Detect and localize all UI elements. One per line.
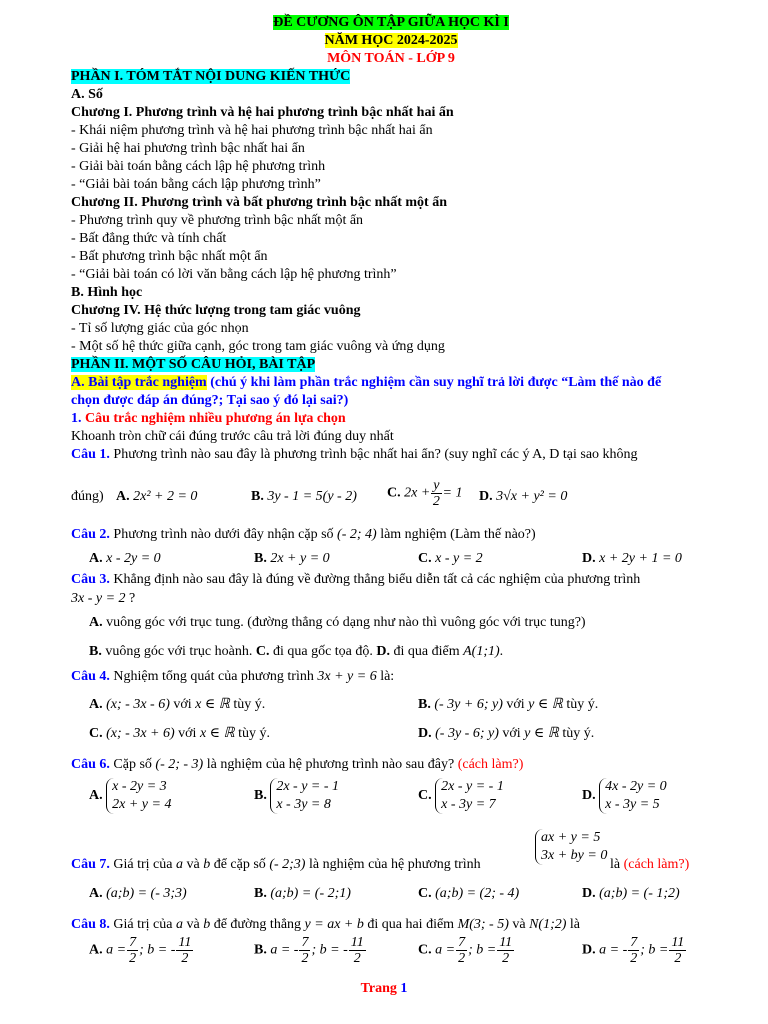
option-c: C. (x; - 3x + 6) với x ∈ ℝ tùy ý.: [89, 726, 271, 741]
equation-system: 4x - 2y = 0 x - 3y = 5: [599, 778, 667, 814]
option-d: D. 4x - 2y = 0 x - 3y = 5: [582, 779, 667, 812]
option-b-c-d: B. vuông góc với trục hoành. C. đi qua gốc tọa độ. D. đi qua điểm A(1;1).: [89, 644, 504, 659]
question-text: Phương trình nào sau đây là phương trình bậc nhất hai ẩn? (suy nghĩ các ý A, D tại sao không: [109, 447, 638, 462]
option-b: B. (- 3y + 6; y) với y ∈ ℝ tùy ý.: [418, 697, 599, 712]
chapter2-item: - “Giải bài toán có lời văn bằng cách lập hệ phương trình”: [71, 267, 397, 282]
option-c: C. 2x + $\frac{y}{2}$ = 1: [387, 478, 463, 509]
chapter2-title: Chương II. Phương trình và bất phương trình bậc nhất một ẩn: [71, 195, 447, 210]
part1-heading-line: [71, 68, 350, 86]
option-a: A. 2x² + 2 = 0: [116, 489, 198, 504]
doc-subject: MÔN TOÁN - LỚP 9: [327, 51, 455, 66]
chapter1-item: - Giải hệ hai phương trình bậc nhất hai ẩn: [71, 141, 305, 156]
hint: (cách làm?): [623, 857, 690, 872]
doc-year: NĂM HỌC 2024-2025: [324, 33, 458, 48]
fraction: $\frac{7}{2}$: [301, 935, 309, 966]
part2-a-label: A. Bài tập trắc nghiệm: [71, 375, 207, 390]
option-b: B. (a;b) = (- 2;1): [254, 886, 351, 901]
question-label: Câu 6.: [71, 757, 110, 772]
question-6: Câu 6. Cặp số (- 2; - 3) là nghiệm của hệ phương trình nào sau đây? (cách làm?): [71, 757, 524, 772]
chapter1-item: - “Giải bài toán bằng cách lập phương trình”: [71, 177, 321, 192]
option-a: A. x - 2y = 0: [89, 551, 161, 566]
question-7-tail: là (cách làm?): [610, 857, 690, 872]
chapter1-item: - Khái niệm phương trình và hệ hai phương trình bậc nhất hai ẩn: [71, 123, 433, 138]
option-d: D. (- 3y - 6; y) với y ∈ ℝ tùy ý.: [418, 726, 595, 741]
footer-prefix: Trang: [360, 981, 401, 996]
option-d: D. 3√x + y² = 0: [479, 489, 568, 504]
option-b: B. a = - $\frac{7}{2}$ ; b = - $\frac{11}{2}$: [254, 935, 364, 966]
option-a-expr: 2x² + 2 = 0: [133, 489, 198, 504]
chapter4-item: - Một số hệ thức giữa cạnh, góc trong tam giác vuông và ứng dụng: [71, 339, 445, 354]
doc-title: ĐỀ CƯƠNG ÔN TẬP GIỮA HỌC KÌ I: [273, 15, 509, 30]
chapter2-item: - Bất phương trình bậc nhất một ẩn: [71, 249, 268, 264]
fraction: $\frac{7}{2}$: [458, 935, 466, 966]
chapter1-item: - Giải bài toán bằng cách lập hệ phương trình: [71, 159, 326, 174]
section1-text: Câu trắc nghiệm nhiều phương án lựa chọn: [81, 411, 346, 426]
part2-a-note-cont: chọn được đáp án đúng?; Tại sao ý đó lại sai?): [71, 393, 349, 408]
fraction: $\frac{11}{2}$: [350, 935, 364, 966]
question-label: Câu 7.: [71, 857, 110, 872]
part1-a-label: A. Số: [71, 87, 103, 102]
question-3: Câu 3. Khẳng định nào sau đây là đúng về đường thẳng biểu diễn tất cả các nghiệm của phương trình: [71, 572, 641, 587]
equation-system: 2x - y = - 1 x - 3y = 7: [435, 778, 504, 814]
fraction: $\frac{7}{2}$: [630, 935, 638, 966]
option-d: D. x + 2y + 1 = 0: [582, 551, 682, 566]
question-2: Câu 2. Phương trình nào dưới đây nhận cặp số (- 2; 4) làm nghiệm (Làm thế nào?): [71, 527, 536, 542]
equation-system: x - 2y = 3 2x + y = 4: [106, 778, 171, 814]
question-label: Câu 1.: [71, 447, 110, 462]
question-label: Câu 3.: [71, 572, 110, 587]
question-7-system: [535, 829, 607, 865]
chapter4-title: Chương IV. Hệ thức lượng trong tam giác vuông: [71, 303, 361, 318]
fraction: $\frac{11}{2}$: [671, 935, 685, 966]
chapter4-item: - Tỉ số lượng giác của góc nhọn: [71, 321, 249, 336]
option-c: C. 2x - y = - 1 x - 3y = 7: [418, 779, 504, 812]
chapter1-title: Chương I. Phương trình và hệ hai phương trình bậc nhất hai ẩn: [71, 105, 454, 120]
question-label: Câu 4.: [71, 669, 110, 684]
option-b: B. 3y - 1 = 5(y - 2): [251, 489, 357, 504]
question-7: Câu 7. Giá trị của a và b để cặp số (- 2;3) là nghiệm của hệ phương trình: [71, 857, 481, 872]
instruction: Khoanh tròn chữ cái đúng trước câu trả lời đúng duy nhất: [71, 429, 394, 444]
option-c: C. (a;b) = (2; - 4): [418, 886, 520, 901]
part2-a-note: (chú ý khi làm phần trắc nghiệm cần suy nghĩ trả lời được “Làm thế nào để: [206, 375, 662, 390]
option-d: D. a = - $\frac{7}{2}$ ; b = $\frac{11}{2}$: [582, 935, 685, 966]
option-b-expr: 3y - 1 = 5(y - 2): [267, 489, 357, 504]
question-4: Câu 4. Nghiệm tổng quát của phương trình 3x + y = 6 là:: [71, 669, 395, 684]
part1-heading: PHẦN I. TÓM TẮT NỘI DUNG KIẾN THỨC: [71, 69, 351, 84]
option-a: A. (x; - 3x - 6) với x ∈ ℝ tùy ý.: [89, 697, 266, 712]
section1-title: [71, 410, 346, 428]
question-label: Câu 2.: [71, 527, 110, 542]
part1-b-label: B. Hình học: [71, 285, 143, 300]
doc-year-line: [71, 32, 711, 50]
equation-system: ax + y = 5 3x + by = 0: [535, 829, 607, 865]
option-b: B. 2x - y = - 1 x - 3y = 8: [254, 779, 340, 812]
question-1: [71, 446, 638, 464]
option-c: C. x - y = 2: [418, 551, 483, 566]
option-a: A. a = $\frac{7}{2}$ ; b = - $\frac{11}{2}$: [89, 935, 192, 966]
fraction: $\frac{11}{2}$: [178, 935, 192, 966]
option-c: C. a = $\frac{7}{2}$ ; b = $\frac{11}{2}$: [418, 935, 513, 966]
page-footer: [0, 981, 768, 997]
chapter2-item: - Bất đẳng thức và tính chất: [71, 231, 227, 246]
question-8: Câu 8. Giá trị của a và b để đường thẳng y = ax + b đi qua hai điểm M(3; - 5) và N(1;2) là: [71, 917, 581, 932]
option-a: A. x - 2y = 3 2x + y = 4: [89, 779, 172, 812]
option-d-expr: 3√x + y² = 0: [496, 489, 568, 504]
fraction: $\frac{y}{2}$: [432, 478, 440, 509]
doc-title-line: [71, 14, 711, 32]
equation-system: 2x - y = - 1 x - 3y = 8: [270, 778, 339, 814]
part2-heading: PHẦN II. MỘT SỐ CÂU HỎI, BÀI TẬP: [71, 357, 316, 372]
question-1-cont: đúng): [71, 489, 104, 504]
hint: (cách làm?): [457, 757, 524, 772]
page-number: 1: [400, 981, 408, 996]
option-d: D. (a;b) = (- 1;2): [582, 886, 680, 901]
question-label: Câu 8.: [71, 917, 110, 932]
chapter2-item: - Phương trình quy về phương trình bậc nhất một ẩn: [71, 213, 364, 228]
fraction: $\frac{7}{2}$: [129, 935, 137, 966]
fraction: $\frac{11}{2}$: [499, 935, 513, 966]
section1-number: 1.: [71, 411, 82, 426]
question-3-eq: 3x - y = 2 ?: [71, 591, 136, 606]
option-a: A. vuông góc với trục tung. (đường thẳng có dạng như nào thì vuông góc với trục tung?): [89, 615, 586, 630]
option-b: B. 2x + y = 0: [254, 551, 330, 566]
part2-heading-line: [71, 356, 315, 374]
part2-a-line: [71, 374, 661, 392]
option-a: A. (a;b) = (- 3;3): [89, 886, 187, 901]
